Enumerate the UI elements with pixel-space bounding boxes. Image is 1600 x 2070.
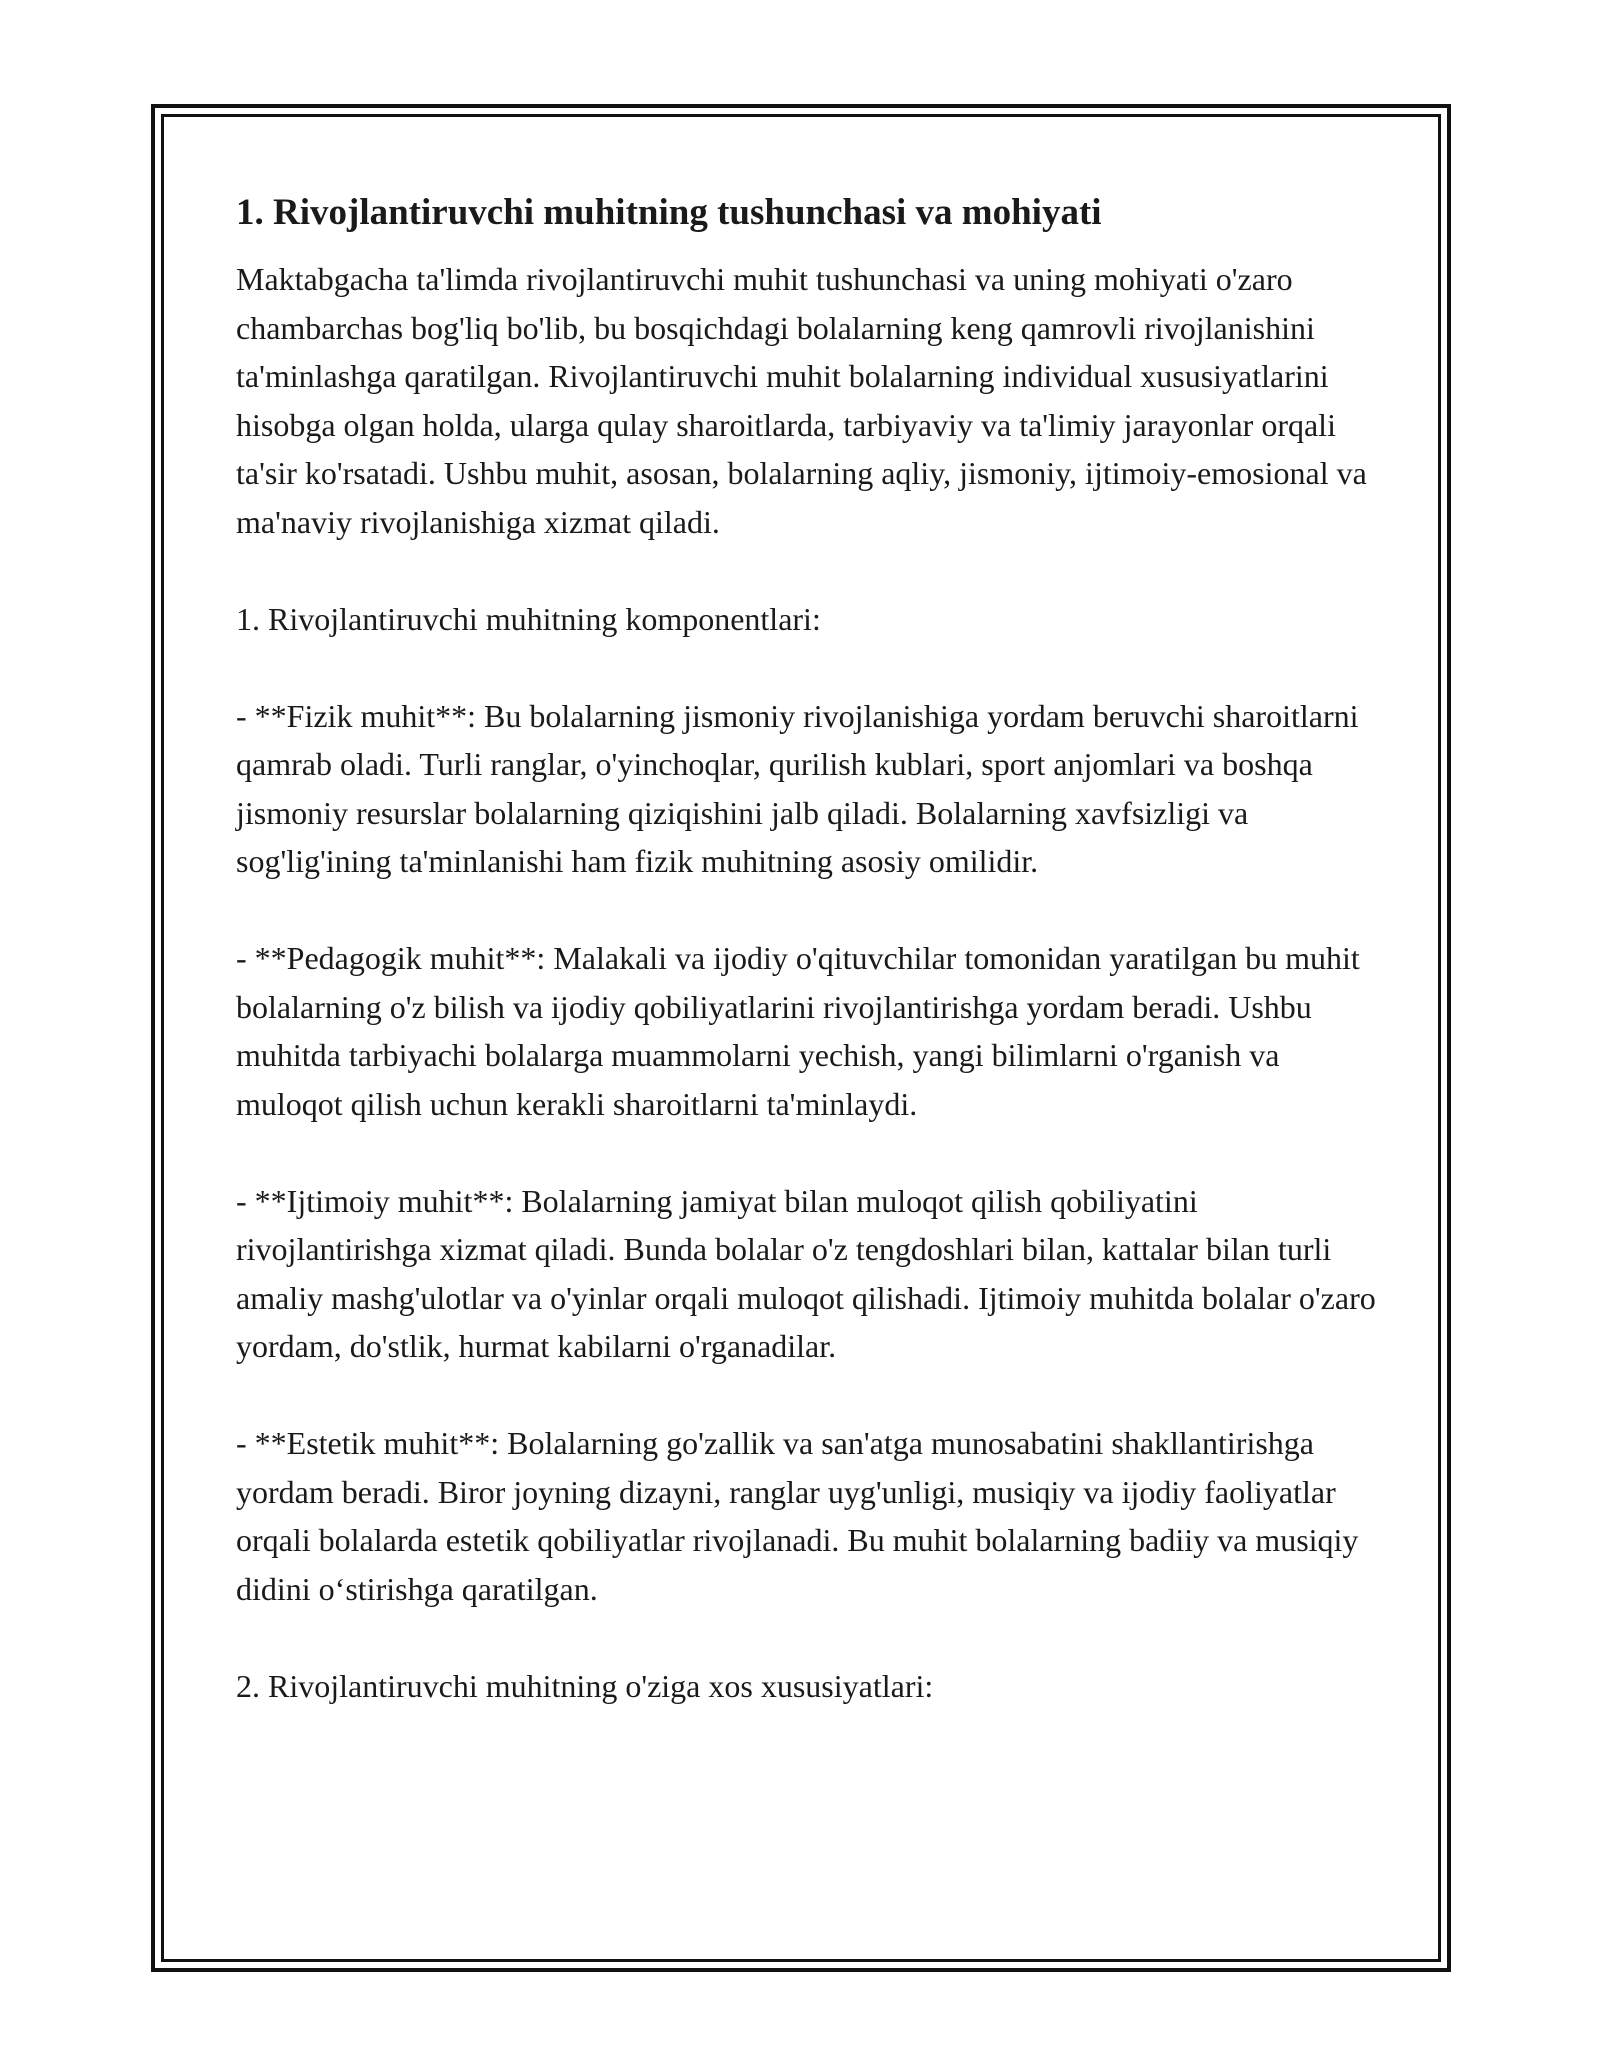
physical-environment-paragraph: - **Fizik muhit**: Bu bolalarning jismoniy rivojlanishiga yordam beruvchi sharoitlarni qamrab oladi. Turli ranglar, o'yinchoqlar, qurilish kublari, sport anjomlari va boshqa jismoniy resurslar bolalarning qiziqishini jalb qiladi. Bolalarning xavfsizligi va sog'lig'ining ta'minlanishi ham fizik muhitning asosiy omilidir. <box>236 697 1359 879</box>
components-heading: 1. Rivojlantiruvchi muhitning komponentlari: <box>236 600 821 637</box>
features-heading: 2. Rivojlantiruvchi muhitning o'ziga xos xususiyatlari: <box>236 1667 934 1704</box>
pedagogical-environment-paragraph: - **Pedagogik muhit**: Malakali va ijodiy o'qituvchilar tomonidan yaratilgan bu muhit bolalarning o'z bilish va ijodiy qobiliyatlarini rivojlantirishga yordam beradi. Ushbu muhitda tarbiyachi bolalarga muammolarni yechish, yangi bilimlarni o'rganish va muloqot qilish uchun kerakli sharoitlarni ta'minlaydi. <box>236 940 1360 1122</box>
aesthetic-environment-paragraph: - **Estetik muhit**: Bolalarning go'zallik va san'atga munosabatini shakllantirishga yordam beradi. Biror joyning dizayni, ranglar uyg'unligi, musiqiy va ijodiy faoliyatlar orqali bolalarda estetik qobiliyatlar rivojlanadi. Bu muhit bolalarning badiiy va musiqiy didini o‘stirishga qaratilgan. <box>236 1425 1359 1607</box>
section-heading: 1. Rivojlantiruvchi muhitning tushunchasi va mohiyati <box>236 192 1102 233</box>
document-body <box>236 185 1386 1710</box>
intro-paragraph: Maktabgacha ta'limda rivojlantiruvchi muhit tushunchasi va uning mohiyati o'zaro chambarchas bog'liq bo'lib, bu bosqichdagi bolalarning keng qamrovli rivojlanishini ta'minlashga qaratilgan. Rivojlantiruvchi muhit bolalarning individual xususiyatlarini hisobga olgan holda, ularga qulay sharoitlarda, tarbiyaviy va ta'limiy jarayonlar orqali ta'sir ko'rsatadi. Ushbu muhit, asosan, bolalarning aqliy, jismoniy, ijtimoiy-emosional va ma'naviy rivojlanishiga xizmat qiladi. <box>236 261 1367 540</box>
social-environment-paragraph: - **Ijtimoiy muhit**: Bolalarning jamiyat bilan muloqot qilish qobiliyatini rivojlantirishga xizmat qiladi. Bunda bolalar o'z tengdoshlari bilan, kattalar bilan turli amaliy mashg'ulotlar va o'yinlar orqali muloqot qilishadi. Ijtimoiy muhitda bolalar o'zaro yordam, do'stlik, hurmat kabilarni o'rganadilar. <box>236 1182 1376 1364</box>
